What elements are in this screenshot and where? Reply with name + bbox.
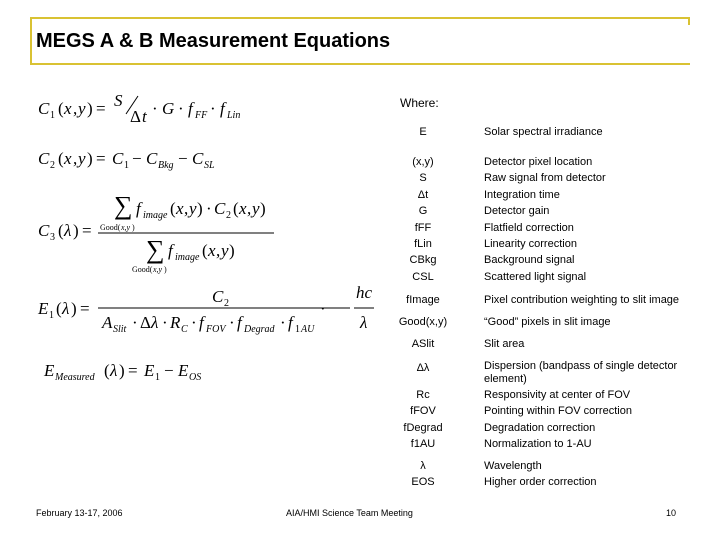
footer-page-number: 10 (666, 508, 677, 518)
svg-text:Measured: Measured (55, 372, 95, 383)
title-rule-bottom (30, 63, 690, 65)
svg-text:R: R (170, 313, 181, 332)
svg-text:): ) (71, 299, 77, 318)
svg-text:1: 1 (50, 110, 55, 121)
svg-text:y: y (189, 199, 197, 218)
svg-text:Lin: Lin (227, 110, 241, 121)
svg-text:3: 3 (50, 232, 55, 243)
svg-text:,: , (73, 149, 78, 168)
svg-text:Good(: Good( (132, 265, 153, 274)
desc-dlambda (484, 358, 677, 388)
svg-text:x: x (239, 199, 247, 218)
svg-text:A: A (102, 313, 113, 332)
symbol-ffov: fFOV (410, 405, 436, 418)
svg-text:): ) (87, 149, 93, 168)
svg-text:·: · (191, 313, 197, 332)
svg-text:−: − (132, 149, 142, 168)
svg-text:λ: λ (110, 361, 118, 380)
svg-text:C: C (38, 149, 50, 168)
svg-text:E: E (38, 299, 49, 318)
svg-text:f: f (168, 241, 173, 260)
symbol-dlambda: Δλ (416, 362, 430, 374)
svg-text:AU: AU (301, 324, 315, 335)
svg-text:E: E (144, 361, 155, 380)
svg-text:·: · (178, 99, 184, 118)
svg-text:Good(: Good( (100, 223, 121, 232)
svg-text:λ: λ (360, 313, 368, 332)
symbol-f1au: f1AU (410, 438, 436, 451)
svg-text:(: ( (56, 299, 62, 318)
svg-text:,: , (73, 99, 78, 118)
svg-text:t: t (142, 107, 147, 126)
svg-text:=: = (82, 221, 92, 240)
svg-text:·: · (152, 99, 158, 118)
svg-text:1: 1 (124, 160, 129, 171)
symbol-group-detector (383, 154, 463, 285)
svg-text:y: y (78, 149, 86, 168)
symbol-e: E (419, 126, 427, 138)
svg-text:f: f (220, 99, 225, 118)
svg-text:·: · (206, 199, 212, 218)
svg-text:C: C (181, 324, 188, 335)
svg-text:C: C (212, 287, 224, 306)
svg-text:·: · (210, 99, 216, 118)
svg-text:λ: λ (62, 299, 70, 318)
svg-text:=: = (96, 149, 106, 168)
svg-text:C: C (192, 149, 204, 168)
svg-text:C: C (38, 221, 50, 240)
svg-text:Slit: Slit (113, 324, 127, 335)
svg-text:,: , (216, 241, 221, 260)
svg-text:2: 2 (50, 160, 55, 171)
svg-text:1: 1 (49, 310, 54, 321)
equation-emeasured (43, 361, 201, 383)
svg-text:Degrad: Degrad (244, 324, 275, 335)
svg-text:C: C (112, 149, 124, 168)
equations-figure (34, 86, 379, 386)
svg-text:−: − (178, 149, 188, 168)
desc-dlambda-line1: Dispersion (bandpass of single detector (484, 360, 678, 372)
equation-c1 (38, 91, 240, 126)
desc-flin: Linearity correction (484, 238, 577, 251)
desc-cbkg: Background signal (484, 254, 575, 267)
svg-text:(: ( (202, 241, 208, 260)
svg-text:1: 1 (155, 372, 160, 383)
svg-text:E: E (44, 361, 55, 380)
svg-text:x: x (64, 99, 72, 118)
svg-text:G: G (162, 99, 175, 118)
svg-text:2: 2 (224, 298, 229, 309)
desc-dlambda-line2: element) (484, 373, 527, 386)
equation-c3 (38, 191, 274, 274)
svg-text:x: x (208, 241, 216, 260)
desc-ffov: Pointing within FOV correction (484, 405, 632, 418)
desc-lambda: Wavelength (484, 460, 542, 472)
svg-text:C: C (38, 99, 50, 118)
symbol-lambda: λ (420, 460, 426, 472)
svg-text:·: · (229, 313, 235, 332)
svg-text:C: C (146, 149, 158, 168)
svg-text:y: y (221, 241, 229, 260)
desc-group-detector (484, 154, 606, 285)
desc-dt: Integration time (484, 188, 560, 201)
svg-text:Δ: Δ (140, 313, 151, 332)
symbol-xy: (x,y) (412, 156, 434, 168)
footer-meeting: AIA/HMI Science Team Meeting (286, 508, 413, 518)
svg-text:C: C (214, 199, 226, 218)
symbol-rc: Rc (416, 389, 430, 401)
svg-text:S: S (114, 91, 123, 110)
svg-text:λ: λ (151, 313, 159, 332)
symbol-flin: fLin (414, 238, 432, 251)
svg-text:·: · (162, 313, 168, 332)
svg-text:f: f (199, 313, 204, 332)
symbol-s: S (419, 172, 427, 185)
desc-fdegrad: Degradation correction (484, 421, 596, 434)
svg-text:(: ( (233, 199, 239, 218)
svg-text:hc: hc (356, 283, 373, 302)
desc-fff: Flatfield correction (484, 221, 574, 234)
symbol-csl: CSL (412, 270, 434, 283)
svg-text:E: E (178, 361, 189, 380)
desc-e: Solar spectral irradiance (484, 126, 603, 138)
svg-text:f: f (237, 313, 242, 332)
footer-date: February 13-17, 2006 (36, 508, 123, 518)
equation-c2 (38, 149, 215, 171)
svg-text:(: ( (170, 199, 176, 218)
svg-text:FF: FF (195, 110, 208, 121)
svg-text:·: · (280, 313, 286, 332)
svg-text:2: 2 (226, 210, 231, 221)
svg-text:image: image (175, 252, 200, 263)
symbol-fimage: fImage (406, 294, 440, 306)
svg-text:=: = (128, 361, 138, 380)
title-rule-top (30, 17, 690, 19)
desc-aslit: Slit area (484, 338, 525, 350)
symbol-aslit: ASlit (411, 338, 435, 350)
svg-text:y: y (252, 199, 260, 218)
title-rule-right (688, 17, 690, 25)
svg-text:(: ( (58, 99, 64, 118)
svg-text:λ: λ (64, 221, 72, 240)
symbol-good: Good(x,y) (398, 316, 448, 328)
svg-text:−: − (164, 361, 174, 380)
svg-text:·: · (320, 299, 326, 318)
svg-text:): ) (164, 265, 167, 274)
svg-text:=: = (80, 299, 90, 318)
svg-text:∑: ∑ (114, 191, 133, 220)
svg-text:(: ( (58, 221, 64, 240)
svg-text:): ) (73, 221, 79, 240)
svg-text:f: f (136, 199, 141, 218)
svg-text:): ) (260, 199, 266, 218)
svg-text:1: 1 (295, 324, 300, 335)
symbol-group-calibration (383, 387, 463, 453)
svg-text:FOV: FOV (206, 324, 226, 335)
desc-xy: Detector pixel location (484, 156, 593, 168)
svg-text:(: ( (58, 149, 64, 168)
svg-text:): ) (197, 199, 203, 218)
svg-text:SL: SL (204, 160, 215, 171)
svg-text:): ) (132, 223, 135, 232)
svg-text:,: , (184, 199, 189, 218)
symbol-cbkg: CBkg (409, 254, 437, 267)
symbol-fdegrad: fDegrad (403, 421, 443, 434)
svg-text:=: = (96, 99, 106, 118)
svg-text:): ) (119, 361, 125, 380)
svg-text:·: · (132, 313, 138, 332)
svg-text:Bkg: Bkg (158, 160, 174, 171)
desc-eos: Higher order correction (484, 476, 597, 488)
svg-text:x,y: x,y (121, 223, 131, 232)
title-rule-left (30, 17, 32, 65)
svg-text:x: x (64, 149, 72, 168)
svg-text:): ) (87, 99, 93, 118)
svg-text:x: x (176, 199, 184, 218)
symbol-eos: EOS (411, 476, 435, 488)
svg-text:OS: OS (189, 372, 202, 383)
symbol-dt: Δt (417, 188, 429, 201)
symbol-g: G (418, 205, 428, 218)
desc-fimage: Pixel contribution weighting to slit image (484, 294, 680, 306)
desc-good: “Good” pixels in slit image (484, 316, 611, 328)
svg-text:x,y: x,y (153, 265, 163, 274)
slide-title: MEGS A & B Measurement Equations (36, 30, 391, 52)
desc-s: Raw signal from detector (484, 172, 606, 185)
svg-text:,: , (247, 199, 252, 218)
desc-csl: Scattered light signal (484, 270, 587, 283)
where-label: Where: (400, 96, 439, 110)
desc-g: Detector gain (484, 205, 550, 218)
svg-text:image: image (143, 210, 168, 221)
equation-e1 (37, 283, 374, 335)
svg-text:f: f (188, 99, 193, 118)
desc-f1au: Normalization to 1-AU (484, 438, 592, 451)
svg-text:f: f (288, 313, 293, 332)
svg-text:): ) (229, 241, 235, 260)
svg-text:Δ: Δ (130, 107, 141, 126)
symbol-fff: fFF (414, 221, 432, 234)
svg-text:y: y (78, 99, 86, 118)
desc-rc: Responsivity at center of FOV (484, 389, 631, 401)
svg-text:∑: ∑ (146, 235, 165, 264)
svg-text:(: ( (104, 361, 110, 380)
desc-group-calibration (484, 387, 632, 453)
